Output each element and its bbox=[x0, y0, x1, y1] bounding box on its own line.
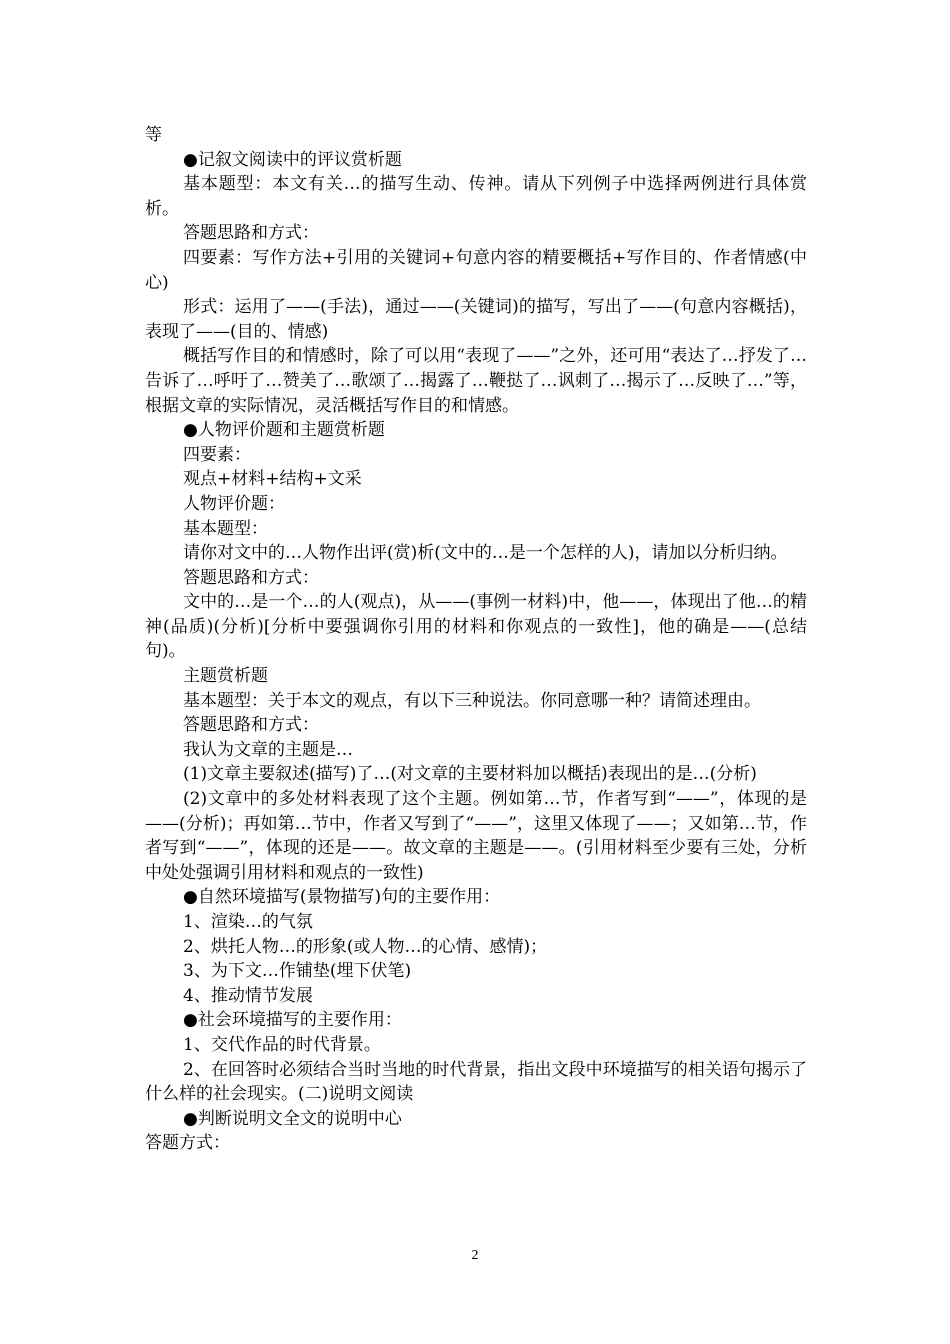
paragraph: 四要素： bbox=[183, 444, 251, 465]
paragraph: ●判断说明文全文的说明中心 bbox=[183, 1108, 402, 1129]
paragraph: 2、在回答时必须结合当时当地的时代背景，指出文段中环境描写的相关语句揭示了什么样的社会现实。(二)说明文阅读 bbox=[145, 1059, 807, 1105]
paragraph: ●社会环境描写的主要作用： bbox=[183, 1010, 402, 1031]
paragraph: 答题思路和方式： bbox=[183, 715, 319, 736]
paragraph: 形式：运用了——(手法)，通过——(关键词)的描写，写出了——(句意内容概括)，表现了——(目的、情感) bbox=[145, 297, 807, 342]
paragraph: 答题思路和方式： bbox=[183, 223, 319, 244]
paragraph: 基本题型：关于本文的观点，有以下三种说法。你同意哪一种？请简述理由。 bbox=[183, 690, 761, 711]
paragraph: 1、交代作品的时代背景。 bbox=[183, 1034, 381, 1055]
paragraph: 观点+材料+结构+文采 bbox=[183, 469, 362, 490]
paragraph: 基本题型： bbox=[183, 518, 268, 539]
paragraph: 2、烘托人物…的形象(或人物…的心情、感情)； bbox=[183, 936, 548, 957]
paragraph: (1)文章主要叙述(描写)了…(对文章的主要材料加以概括)表现出的是…(分析) bbox=[183, 764, 757, 785]
paragraph: 请你对文中的…人物作出评(赏)析(文中的…是一个怎样的人)，请加以分析归纳。 bbox=[183, 543, 788, 564]
paragraph: 4、推动情节发展 bbox=[183, 985, 313, 1006]
paragraph: 答题思路和方式： bbox=[183, 567, 319, 588]
paragraph: 答题方式： bbox=[145, 1133, 230, 1154]
paragraph: ●记叙文阅读中的评议赏析题 bbox=[183, 149, 402, 170]
paragraph: (2)文章中的多处材料表现了这个主题。例如第…节，作者写到“——”，体现的是——(分析)；再如第…节中，作者又写到了“——”，这里又体现了——；又如第…节，作者写到“——”，体现的还是——。故文章的主题是——。(引用材料至少要有三处，分析中处处强调引用材料和观点的一致性) bbox=[145, 789, 807, 883]
page-number: 2 bbox=[471, 1248, 479, 1263]
paragraph: 人物评价题： bbox=[183, 493, 285, 514]
paragraph: ●人物评价题和主题赏析题 bbox=[183, 420, 385, 441]
paragraph: 概括写作目的和情感时，除了可以用“表现了——”之外，还可用“表达了…抒发了…告诉了…呼吁了…赞美了…歌颂了…揭露了…鞭挞了…讽刺了…揭示了…反映了…”等，根据文章的实际情况，灵活概括写作目的和情感。 bbox=[145, 346, 807, 416]
paragraph: 基本题型：本文有关…的描写生动、传神。请从下列例子中选择两例进行具体赏析。 bbox=[145, 174, 807, 219]
paragraph: 1、渲染…的气氛 bbox=[183, 912, 313, 932]
paragraph: 等 bbox=[145, 125, 162, 145]
paragraph: 主题赏析题 bbox=[183, 666, 268, 687]
paragraph: 四要素：写作方法+引用的关键词+句意内容的精要概括+写作目的、作者情感(中心) bbox=[145, 247, 807, 293]
paragraph: 3、为下文…作铺垫(埋下伏笔) bbox=[183, 961, 412, 982]
paragraph: ●自然环境描写(景物描写)句的主要作用： bbox=[183, 887, 501, 908]
paragraph: 文中的…是一个…的人(观点)，从——(事例一材料)中，他——，体现出了他…的精神(品质)(分析)[分析中要强调你引用的材料和你观点的一致性]，他的确是——(总结句)。 bbox=[145, 592, 807, 662]
paragraph: 我认为文章的主题是… bbox=[183, 739, 353, 760]
document-body bbox=[145, 123, 807, 1156]
